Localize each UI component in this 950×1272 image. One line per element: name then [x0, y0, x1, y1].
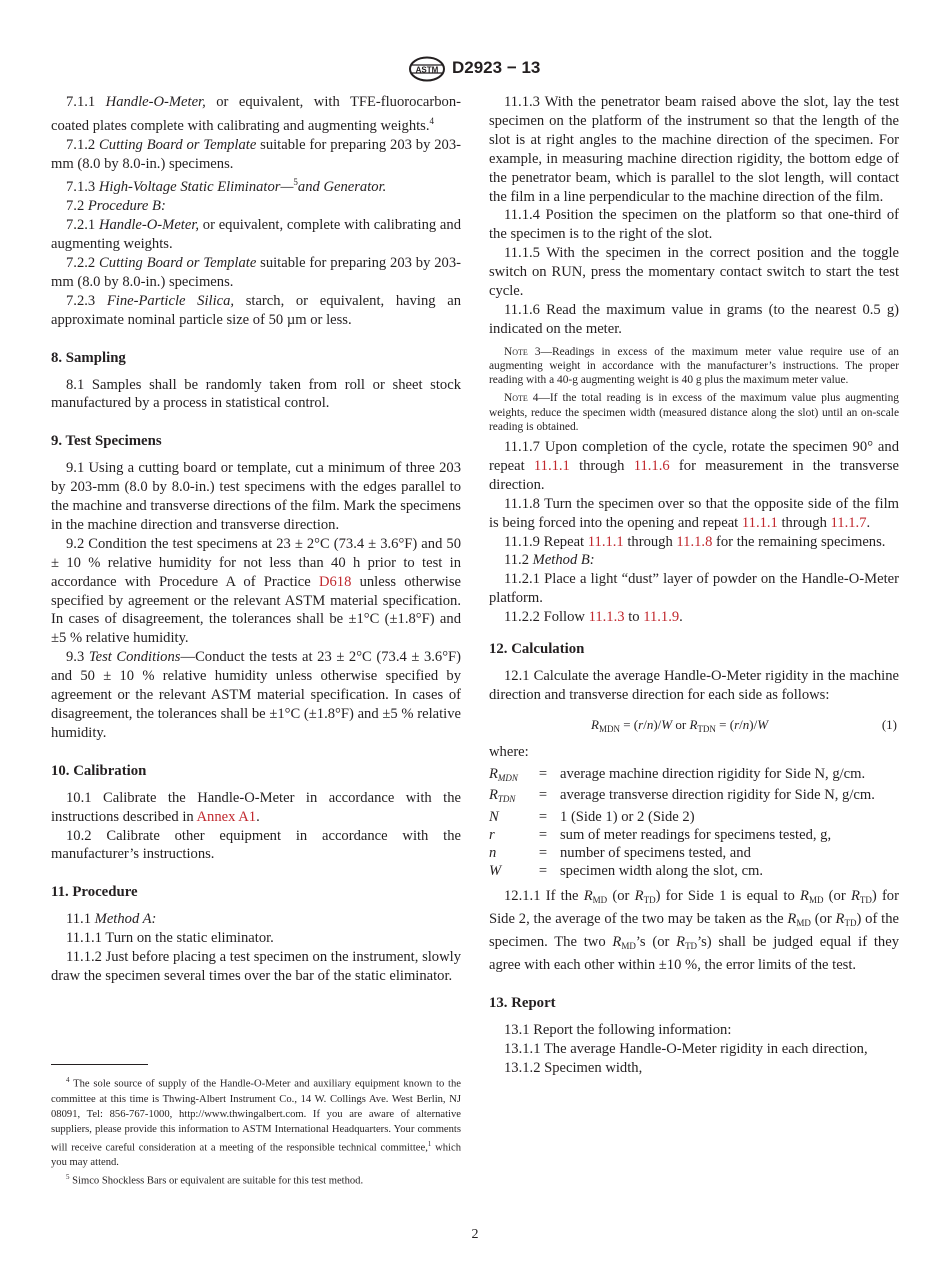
- para-7-2-2: 7.2.2 Cutting Board or Template suitable for preparing 203 by 203-mm (8.0 by 8.0-in.) specimens.: [51, 254, 461, 290]
- para-9-3: 9.3 Test Conditions—Conduct the tests at 23 ± 2°C (73.4 ± 3.6°F) and 50 ± 10 % relative humidity unless otherwise specified by agreement or the relevant ASTM material specification. In cases of disagreement, the tolerances shall be ±1°C (±1.8°F) and ±5 % relative humidity.: [51, 649, 462, 741]
- where-label: where:: [489, 743, 529, 760]
- para-13-1: 13.1 Report the following information:: [504, 1022, 732, 1038]
- section-9-heading: 9. Test Specimens: [51, 433, 162, 450]
- note-4: Note 4—If the total reading is in excess of the maximum value plus augmenting weights, reduce the specimen width (measured distance along the slot) until an on-scale reading is obtained.: [489, 392, 899, 433]
- note-3: Note 3—Readings in excess of the maximum meter value require use of an augmenting weight in accordance with the manufacturer’s instructions. The proper reading with a 40-g augmenting weight is 40 g plus the maximum meter value.: [489, 345, 899, 387]
- link-11-1-1[interactable]: 11.1.1: [533, 457, 570, 474]
- para-11-1-2: 11.1.2 Just before placing a test specimen on the instrument, slowly draw the specimen several times over the bar of the static eliminator.: [51, 949, 461, 984]
- section-12-heading: 12. Calculation: [489, 641, 585, 658]
- section-11-heading: 11. Procedure: [51, 884, 138, 901]
- definition-row: r = sum of meter readings for specimens tested, g,: [489, 827, 832, 844]
- para-7-2-1: 7.2.1 Handle-O-Meter, or equivalent, complete with calibrating and augmenting weights.: [51, 217, 461, 253]
- section-13-heading: 13. Report: [489, 995, 556, 1012]
- para-10-1: 10.1 Calibrate the Handle-O-Meter in accordance with the instructions described in Annex A1.: [51, 789, 461, 825]
- page-header: [0, 54, 950, 84]
- symbol-definitions: [489, 766, 899, 881]
- para-11-1-3: 11.1.3 With the penetrator beam raised above the slot, lay the test specimen on the platform of the instrument so that the length of the slot is at right angles to the machine direction of the specimen. For example, in measuring machine direction rigidity, the bottom edge of the penetrator beam, which is parallel to the slot length, will contact the film in a line perpendicular to the machine direction of the film.: [489, 94, 899, 205]
- svg-text:ASTM: ASTM: [415, 65, 439, 75]
- para-11-1-1: 11.1.1 Turn on the static eliminator.: [66, 930, 274, 947]
- para-7-2-3: 7.2.3 Fine-Particle Silica, starch, or equivalent, having an approximate nominal particle size of 50 µm or less.: [51, 292, 461, 328]
- right-column: [489, 93, 899, 1078]
- page-number: 2: [471, 1227, 479, 1242]
- para-11-1-7: 11.1.7 Upon completion of the cycle, rotate the specimen 90° and repeat 11.1.1 through 11.1.6 for measurement in the transverse direction.: [489, 439, 899, 493]
- para-13-1-1: 13.1.1 The average Handle-O-Meter rigidity in each direction,: [504, 1040, 868, 1057]
- link-11-1-8[interactable]: 11.1.8: [676, 533, 713, 550]
- equation-number: (1): [881, 716, 897, 732]
- footnote-5: $^5$ Simco Shockless Bars or equivalent are suitable for this test method.: [66, 1173, 364, 1187]
- para-11-1: 11.1 Method A:: [66, 911, 157, 928]
- para-7-1-3: 7.1.3 High-Voltage Static Eliminator—$^5$and Generator.: [66, 177, 387, 196]
- para-7-2: 7.2 Procedure B:: [66, 198, 166, 215]
- footnotes: [51, 1073, 461, 1189]
- equation-1: [489, 713, 899, 735]
- para-7-1-1: 7.1.1 Handle-O-Meter, or equivalent, with TFE-fluorocarbon-coated plates complete with calibrating and augmenting weights.$^4$: [51, 94, 461, 134]
- section-10-heading: 10. Calibration: [51, 762, 147, 779]
- para-8-1: 8.1 Samples shall be randomly taken from roll or sheet stock manufactured by a process in statistical control.: [51, 376, 461, 412]
- link-11-1-1[interactable]: 11.1.1: [741, 514, 778, 531]
- para-11-1-5: 11.1.5 With the specimen in the correct position and the toggle switch on RUN, press the momentary contact switch to start the test cycle.: [489, 245, 899, 300]
- para-11-1-4: 11.1.4 Position the specimen on the platform so that one-third of the specimen is to the right of the slot.: [489, 207, 899, 243]
- definition-row: n = number of specimens tested, and: [489, 844, 751, 861]
- astm-logo-icon: [408, 56, 446, 82]
- para-11-2: 11.2 Method B:: [504, 552, 595, 569]
- left-column: [51, 93, 461, 986]
- para-11-2-2: 11.2.2 Follow 11.1.3 to 11.1.9.: [504, 609, 683, 626]
- para-10-2: 10.2 Calibrate other equipment in accordance with the manufacturer’s instructions.: [51, 827, 461, 863]
- equation-formula: $R_{MDN} = (r/n)/W$ or $R_{TDN} = (r/n)/W$: [591, 716, 769, 734]
- definition-row: $R_{TDN}$ = average transverse direction rigidity for Side N, g/cm.: [489, 787, 875, 805]
- standard-designation: D2923 − 13: [452, 58, 541, 77]
- section-8-heading: 8. Sampling: [51, 349, 126, 366]
- para-12-1-1: 12.1.1 If the $R_{MD}$ (or $R_{TD}$) for Side 1 is equal to $R_{MD}$ (or $R_{TD}$) for Side 2, the average of the two may be taken as the $R_{MD}$ (or $R_{TD}$) of the specimen. The two $R_{MD}’s$ (or $R_{TD}’s$) shall be judged equal if they agree with each other within ±10 %, the error limits of the test.: [489, 888, 899, 974]
- footnote-divider: [51, 1064, 148, 1065]
- link-11-1-9[interactable]: 11.1.9: [643, 609, 680, 626]
- para-13-1-2: 13.1.2 Specimen width,: [504, 1059, 643, 1076]
- para-9-2: 9.2 Condition the test specimens at 23 ± 2°C (73.4 ± 3.6°F) and 50 ± 10 % relative humidity for not less than 40 h prior to test in accordance with Procedure A of Practice D618 unless otherwise specified by agreement or the relevant ASTM material specification. In cases of disagreement, the tolerances shall be ±1°C (±1.8°F) and ±5 % relative humidity.: [51, 535, 461, 647]
- footnote-4: $^4$ The sole source of supply of the Handle-O-Meter and auxiliary equipment known to the committee at this time is Thwing-Albert Instrument Co., 14 W. Collings Ave. West Berlin, NJ 08091, Tel: 856-767-1000, http://www.thwingalbert.com. If you are aware of alternative suppliers, please provide this information to ASTM International Headquarters. Your comments will receive careful consideration at a meeting of the responsible technical committee,$^1$ which you may attend.: [51, 1076, 461, 1169]
- para-12-1: 12.1 Calculate the average Handle-O-Meter rigidity in the machine direction and transverse direction for each side as follows:: [489, 667, 899, 703]
- link-11-1-3[interactable]: 11.1.3: [588, 609, 625, 626]
- link-d618[interactable]: D618: [318, 573, 352, 590]
- para-11-1-9: 11.1.9 Repeat 11.1.1 through 11.1.8 for the remaining specimens.: [504, 533, 886, 550]
- link-11-1-6[interactable]: 11.1.6: [633, 457, 670, 474]
- definition-row: $R_{MDN}$ = average machine direction rigidity for Side N, g/cm.: [489, 765, 866, 783]
- para-11-2-1: 11.2.1 Place a light “dust” layer of powder on the Handle-O-Meter platform.: [489, 571, 899, 607]
- para-11-1-8: 11.1.8 Turn the specimen over so that the opposite side of the film is being forced into the opening and repeat 11.1.1 through 11.1.7.: [489, 495, 899, 531]
- definition-row: N = 1 (Side 1) or 2 (Side 2): [489, 809, 695, 826]
- definition-row: W = specimen width along the slot, cm.: [489, 862, 764, 879]
- para-9-1: 9.1 Using a cutting board or template, cut a minimum of three 203 by 203-mm (8.0 by 8.0-in.) test specimens with the edges parallel to the machine and transverse directions of the film. Mark the specimens in the machine direction and transverse direction.: [51, 460, 461, 533]
- link-11-1-1[interactable]: 11.1.1: [587, 533, 624, 550]
- link-11-1-7[interactable]: 11.1.7: [830, 514, 867, 531]
- link-annex-a1[interactable]: Annex A1: [196, 808, 257, 825]
- para-7-1-2: 7.1.2 Cutting Board or Template suitable for preparing 203 by 203-mm (8.0 by 8.0-in.) specimens.: [51, 136, 461, 172]
- para-11-1-6: 11.1.6 Read the maximum value in grams (to the nearest 0.5 g) indicated on the meter.: [489, 301, 899, 337]
